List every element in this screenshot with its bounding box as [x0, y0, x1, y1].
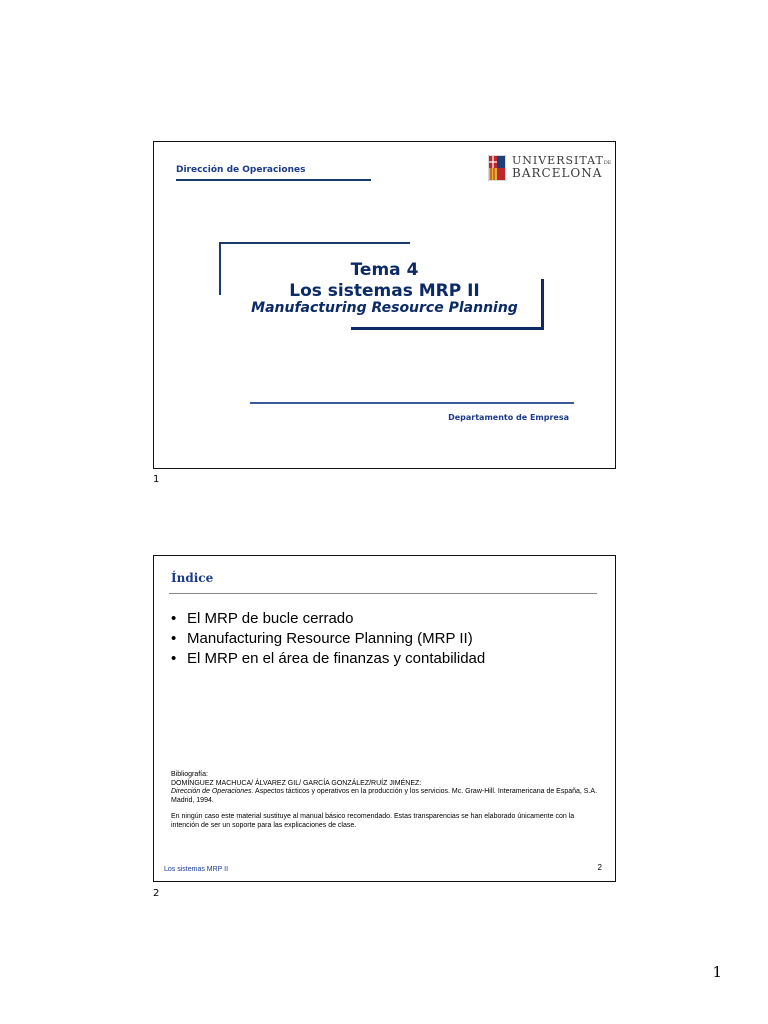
footer-rule — [250, 402, 574, 404]
bibliography-authors: DOMÍNGUEZ MACHUCA/ ÁLVAREZ GIL/ GARCÍA GONZÁLEZ/RUÍZ JIMÉNEZ: — [171, 779, 422, 787]
slide-2-page-label: 2 — [153, 888, 160, 899]
slide-title-topic: Tema 4 — [350, 260, 419, 280]
page-number: 1 — [712, 963, 722, 981]
logo-text-barcelona: BARCELONA — [512, 166, 603, 180]
bullet-icon: • — [171, 650, 177, 667]
bullet-icon: • — [171, 610, 177, 627]
slide-title-main: Los sistemas MRP II — [289, 281, 480, 301]
logo-text-de: DE — [603, 160, 612, 166]
disclaimer: En ningún caso este material sustituye al manual básico recomendado. Estas transparencias se han elaborado únicamente con la intención de ser un soporte para las explicaciones de clase. — [171, 813, 575, 829]
list-item: • El MRP en el área de finanzas y contabilidad — [171, 650, 486, 667]
slide-1-page-label: 1 — [153, 474, 160, 485]
index-title-rule — [169, 593, 597, 594]
bibliography-label: Bibliografía: — [171, 771, 208, 778]
shield-icon — [488, 155, 506, 181]
slide-2 — [153, 555, 616, 882]
bibliography — [171, 771, 601, 830]
bibliography-reference: Dirección de Operaciones. Aspectos tácticos y operativos en la producción y los servicios. Mc. Graw-Hill. Interamericana de España, S.A. Madrid, 1994. — [171, 788, 598, 804]
index-title: Índice — [171, 571, 214, 585]
header-underline — [176, 179, 371, 181]
department-label: Departamento de Empresa — [448, 413, 569, 422]
course-header: Dirección de Operaciones — [176, 165, 306, 175]
bullet-icon: • — [171, 630, 177, 647]
slide-footer-title: Los sistemas MRP II — [164, 866, 229, 873]
university-logo — [488, 154, 612, 184]
list-item: • Manufacturing Resource Planning (MRP II) — [171, 630, 473, 647]
slide-number: 2 — [597, 863, 602, 872]
title-frame-bottom — [351, 327, 544, 330]
slide-subtitle: Manufacturing Resource Planning — [251, 300, 518, 316]
slide-1 — [153, 141, 616, 469]
title-frame-top — [219, 242, 410, 244]
list-item: • El MRP de bucle cerrado — [171, 610, 354, 627]
logo-text-universitat: UNIVERSITAT — [512, 154, 604, 167]
index-list — [171, 609, 485, 669]
